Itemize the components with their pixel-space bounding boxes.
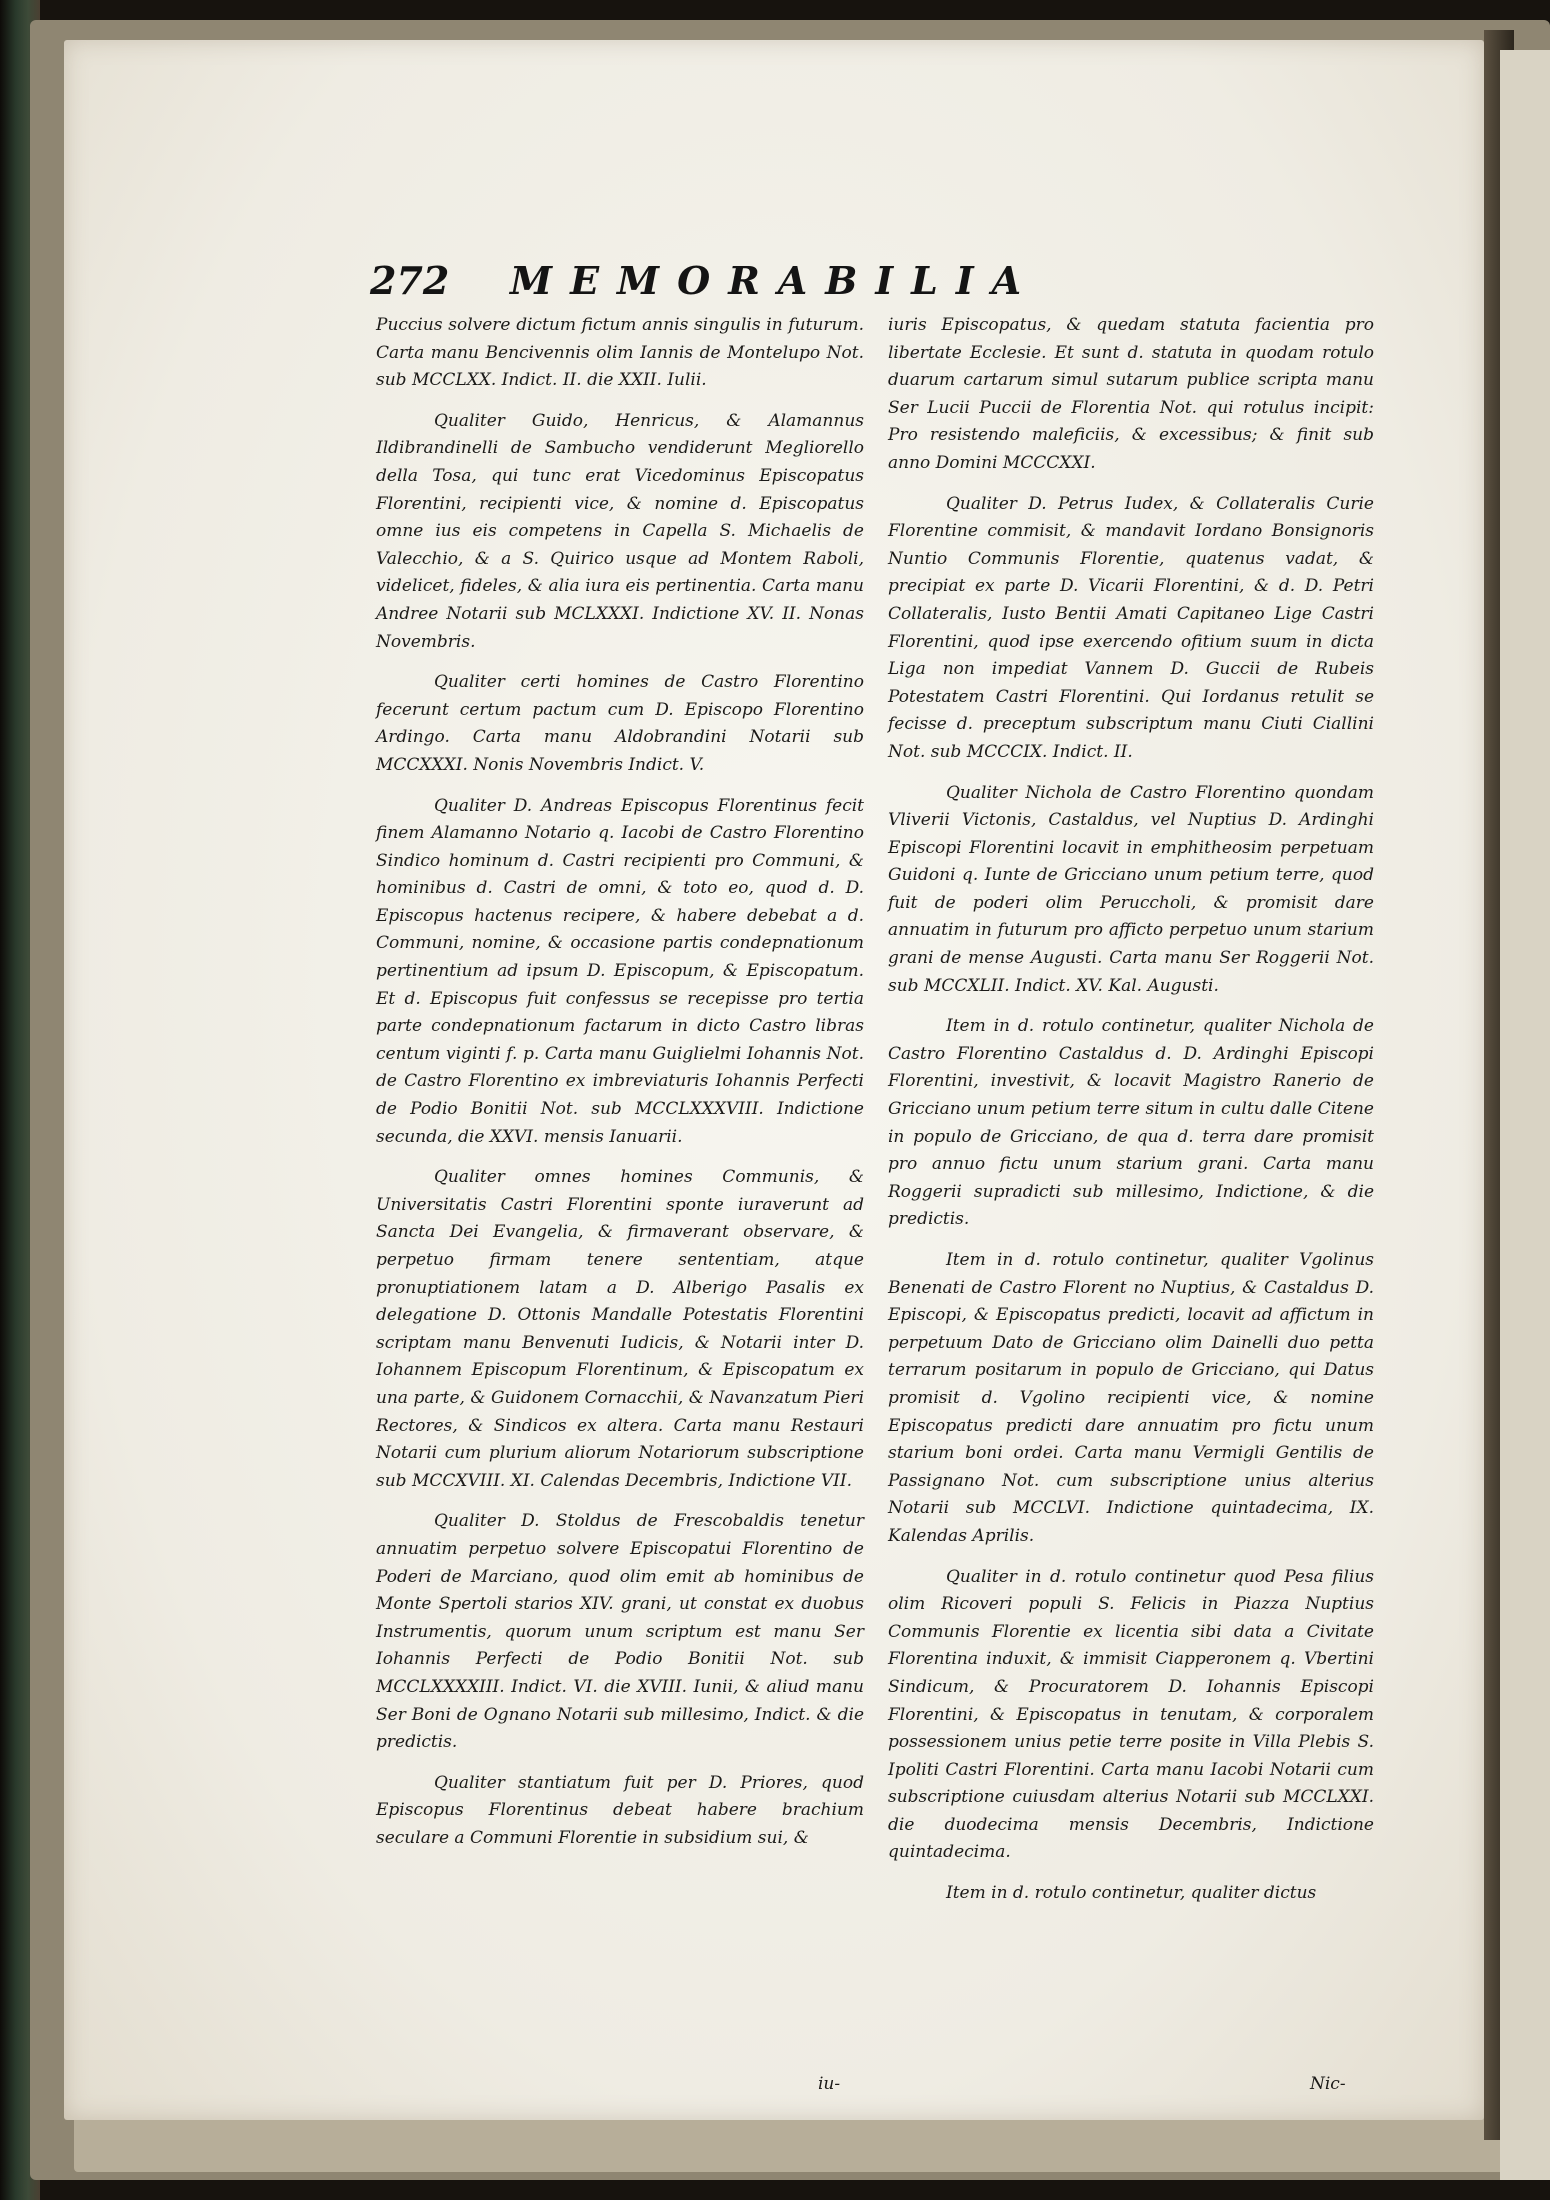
paragraph: Item in d. rotulo continetur, qualiter Nichola de Castro Florentino Castaldus d. D. Ardinghi Episcopi Florentini, investivit, & locavit Magistro Ranerio de Gricciano unum petium terre situm in cultu dalle Citene in populo de Gricciano, de qua d. terra dare promisit pro annuo fictu unum starium grani. Carta manu Roggerii supradicti sub millesimo, Indictione, & die predictis. [888, 1016, 1374, 1230]
right-text-column [888, 312, 1374, 1908]
paragraph: Puccius solvere dictum fictum annis singulis in futurum. Carta manu Bencivennis olim Iannis de Montelupo Not. sub MCCLXX. Indict. II. die XXII. Iulii. [376, 315, 864, 391]
page-number: 272 [370, 258, 450, 303]
paragraph: Qualiter in d. rotulo continetur quod Pesa filius olim Ricoveri populi S. Felicis in Piazza Nuptius Communis Florentie ex licentia sibi data a Civitate Florentina induxit, & immisit Ciapperonem q. Vbertini Sindicum, & Procuratorem D. Iohannis Episcopi Florentini, & Episcopatus in tenutam, & corporalem possessionem unius petie terre posite in Villa Plebis S. Ipoliti Castri Florentini. Carta manu Iacobi Notarii cum subscriptione cuiusdam alterius Notarii sub MCCLXXI. die duodecima mensis Decembris, Indictione quintadecima. [888, 1566, 1374, 1863]
paragraph: Qualiter D. Andreas Episcopus Florentinus fecit finem Alamanno Notario q. Iacobi de Castro Florentino Sindico hominum d. Castri recipienti pro Communi, & hominibus d. Castri de omni, & toto eo, quod d. D. Episcopus hactenus recipere, & habere debebat a d. Communi, nomine, & occasione partis condepnationum pertinentium ad ipsum D. Episcopum, & Episcopatum. Et d. Episcopus fuit confessus se recepisse pro tertia parte condepnationum factarum in dicto Castro libras centum viginti f. p. Carta manu Guiglielmi Iohannis Not. de Castro Florentino ex imbreviaturis Iohannis Perfecti de Podio Bonitii Not. sub MCCLXXXVIII. Indictione secunda, die XXVI. mensis Ianuarii. [376, 795, 864, 1147]
paragraph: Qualiter omnes homines Communis, & Universitatis Castri Florentini sponte iuraverunt ad Sancta Dei Evangelia, & firmaverant observare, & perpetuo firmam tenere sententiam, atque pronuptiationem latam a D. Alberigo Pasalis ex delegatione D. Ottonis Mandalle Potestatis Florentini scriptam manu Benvenuti Iudicis, & Notarii inter D. Iohannem Episcopum Florentinum, & Episcopatum ex una parte, & Guidonem Cornacchii, & Navanzatum Pieri Rectores, & Sindicos ex altera. Carta manu Restauri Notarii cum plurium aliorum Notariorum subscriptione sub MCCXVIII. XI. Calendas Decembris, Indictione VII. [376, 1167, 864, 1491]
paragraph: Item in d. rotulo continetur, qualiter Vgolinus Benenati de Castro Florent no Nuptius, & Castaldus D. Episcopi, & Episcopatus predicti, locavit ad affictum in perpetuum Dato de Gricciano olim Dainelli duo petta terrarum positarum in populo de Gricciano, qui Datus promisit d. Vgolino recipienti vice, & nomine Episcopatus predicti dare annuatim pro fictu unum starium boni ordei. Carta manu Vermigli Gentilis de Passignano Not. cum subscriptione unius alterius Notarii sub MCCLVI. Indictione quintadecima, IX. Kalendas Aprilis. [888, 1250, 1374, 1546]
paragraph: Item in d. rotulo continetur, qualiter dictus [946, 1883, 1317, 1904]
paragraph: Qualiter D. Petrus Iudex, & Collateralis Curie Florentine commisit, & mandavit Iordano Bonsignoris Nuntio Communis Florentie, quatenus vadat, & precipiat ex parte D. Vicarii Florentini, & d. D. Petri Collateralis, Iusto Bentii Amati Capitaneo Lige Castri Florentini, quod ipse exercendo ofitium suum in dicta Liga non impediat Vannem D. Guccii de Rubeis Potestatem Castri Florentini. Qui Iordanus retulit se fecisse d. preceptum subscriptum manu Ciuti Ciallini Not. sub MCCCIX. Indict. II. [888, 493, 1374, 762]
paragraph: Qualiter D. Stoldus de Frescobaldis tenetur annuatim perpetuo solvere Episcopatui Florentino de Poderi de Marciano, quod olim emit ab hominibus de Monte Spertoli starios XIV. grani, ut constat ex duobus Instrumentis, quorum unum scriptum est manu Ser Iohannis Perfecti de Podio Bonitii Not. sub MCCLXXXXIII. Indict. VI. die XVIII. Iunii, & aliud manu Ser Boni de Ognano Notarii sub millesimo, Indict. & die predictis. [376, 1511, 864, 1753]
paragraph: Qualiter stantiatum fuit per D. Priores, quod Episcopus Florentinus debeat habere brachium seculare a Communi Florentie in subsidium sui, & [376, 1772, 864, 1848]
paragraph: Qualiter Guido, Henricus, & Alamannus Ildibrandinelli de Sambucho vendiderunt Megliorello della Tosa, qui tunc erat Vicedominus Episcopatus Florentini, recipienti vice, & nomine d. Episcopatus omne ius eis competens in Capella S. Michaelis de Valecchio, & a S. Quirico usque ad Montem Raboli, videlicet, fideles, & alia iura eis pertinentia. Carta manu Andree Notarii sub MCLXXXI. Indictione XV. II. Nonas Novembris. [376, 410, 864, 652]
paragraph: iuris Episcopatus, & quedam statuta facientia pro libertate Ecclesie. Et sunt d. statuta in quodam rotulo duarum cartarum simul sutarum publice scripta manu Ser Lucii Puccii de Florentia Not. qui rotulus incipit: Pro resistendo maleficiis, & excessibus; & finit sub anno Domini MCCCXXI. [888, 315, 1374, 473]
facing-page-edge [1500, 50, 1550, 2180]
catchword-right: Nic- [1310, 2074, 1346, 2094]
paragraph: Qualiter Nichola de Castro Florentino quondam Vliverii Victonis, Castaldus, vel Nuptius D. Ardinghi Episcopi Florentini locavit in emphitheosim perpetuam Guidoni q. Iunte de Gricciano unum petium terre, quod fuit de poderi olim Peruccholi, & promisit dare annuatim in futurum pro afficto perpetuo unum starium grani de mense Augusti. Carta manu Ser Roggerii Not. sub MCCXLII. Indict. XV. Kal. Augusti. [888, 782, 1374, 996]
catchword-left: iu- [818, 2074, 841, 2094]
running-title: MEMORABILIA [510, 258, 1040, 303]
left-text-column [376, 312, 864, 1852]
paragraph: Qualiter certi homines de Castro Florentino fecerunt certum pactum cum D. Episcopo Florentino Ardingo. Carta manu Aldobrandini Notarii sub MCCXXXI. Nonis Novembris Indict. V. [376, 672, 864, 775]
page-header [370, 258, 1130, 318]
